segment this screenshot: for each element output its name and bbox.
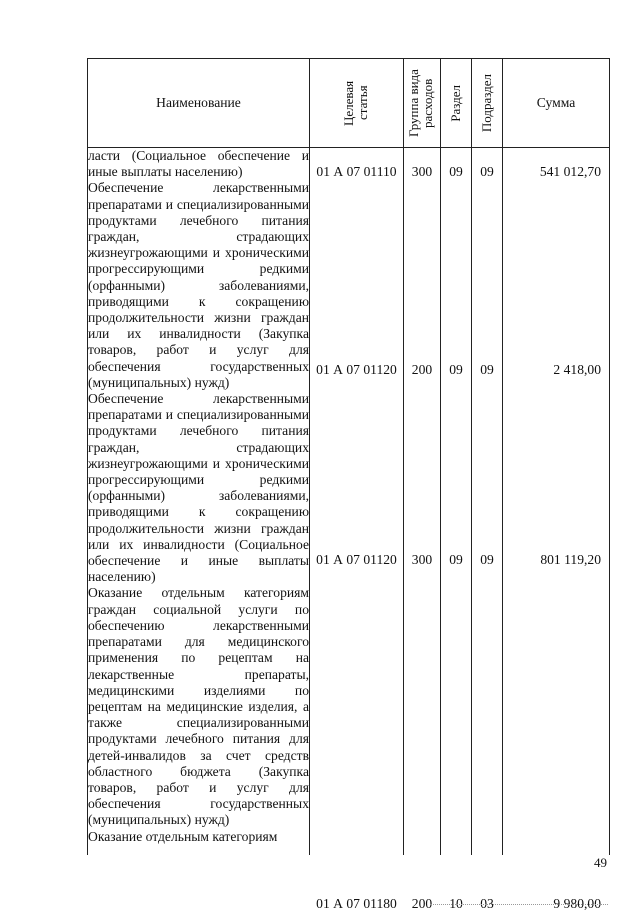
section-value: 10 [449, 896, 463, 911]
header-section: Раздел [448, 84, 463, 122]
name-block: Оказание отдельным категориям граждан социальной услуги по обеспечению лекарственными препаратами для медицинского применения по рецептам на лекарственные препараты, медицинскими изделиями по рецептам на медицинские изделия, а также специализированными продуктами лечебного питания для детей-инвалидов за счет средств областного бюджета (Закупка товаров, работ и услуг для обеспечения государственных (муниципальных) нужд) [88, 585, 309, 828]
section-value: 09 [449, 552, 463, 567]
code-column [310, 148, 404, 911]
header-group-cell [404, 59, 441, 148]
name-block: Обеспечение лекарственными препаратами и специализированными продуктами лечебного питания граждан, страдающих жизнеугрожающими и хроническими прогрессирующими редкими (орфанными) заболеваниями, приводящими к сокращению продолжительности жизни граждан или их инвалидности (Закупка товаров, работ и услуг для обеспечения государственных (муниципальных) нужд) [88, 180, 309, 390]
subsection-value: 03 [480, 896, 494, 911]
group-value: 200 [411, 896, 433, 911]
header-name: Наименование [88, 59, 310, 148]
group-column [404, 148, 441, 911]
header-sum: Сумма [503, 59, 610, 148]
header-code-cell [310, 59, 404, 148]
section-value: 09 [449, 164, 463, 179]
code-value: 01 А 07 01120 [316, 362, 397, 377]
group-value: 300 [411, 552, 433, 567]
code-value: 01 А 07 01110 [316, 164, 397, 179]
group-value: 200 [411, 362, 433, 377]
table-header-row [88, 59, 610, 148]
section-column [441, 148, 472, 911]
header-code: Целевая статья [340, 80, 370, 126]
name-block: Оказание отдельным категориям [88, 828, 278, 844]
code-value: 01 А 07 01120 [316, 552, 397, 567]
subsection-value: 09 [480, 552, 494, 567]
name-block: ласти (Социальное обеспечение и иные выплаты населению) [88, 148, 309, 180]
page-number: 49 [594, 855, 607, 870]
table-body-row [88, 148, 610, 856]
sum-value: 541 012,70 [539, 164, 601, 179]
subsection-value: 09 [480, 362, 494, 377]
sum-value: 9 980,00 [553, 896, 601, 911]
subsection-value: 09 [480, 164, 494, 179]
section-value: 09 [449, 362, 463, 377]
name-block: Обеспечение лекарственными препаратами и специализированными продуктами лечебного питания граждан, страдающих жизнеугрожающими и хроническими прогрессирующими редкими (орфанными) заболеваниями, приводящими к сокращению продолжительности жизни граждан или их инвалидности (Социальное обеспечение и иные выплаты населению) [88, 391, 309, 585]
name-column [88, 148, 310, 856]
header-section-cell [441, 59, 472, 148]
code-value: 01 А 07 01180 [316, 896, 397, 911]
header-subsection: Подраздел [479, 73, 494, 133]
subsection-column [472, 148, 503, 911]
sum-value: 801 119,20 [540, 552, 601, 567]
sum-value: 2 418,00 [553, 362, 601, 377]
header-subsection-cell [472, 59, 503, 148]
group-value: 300 [411, 164, 433, 179]
header-group: Группа вида расходов [406, 69, 435, 137]
